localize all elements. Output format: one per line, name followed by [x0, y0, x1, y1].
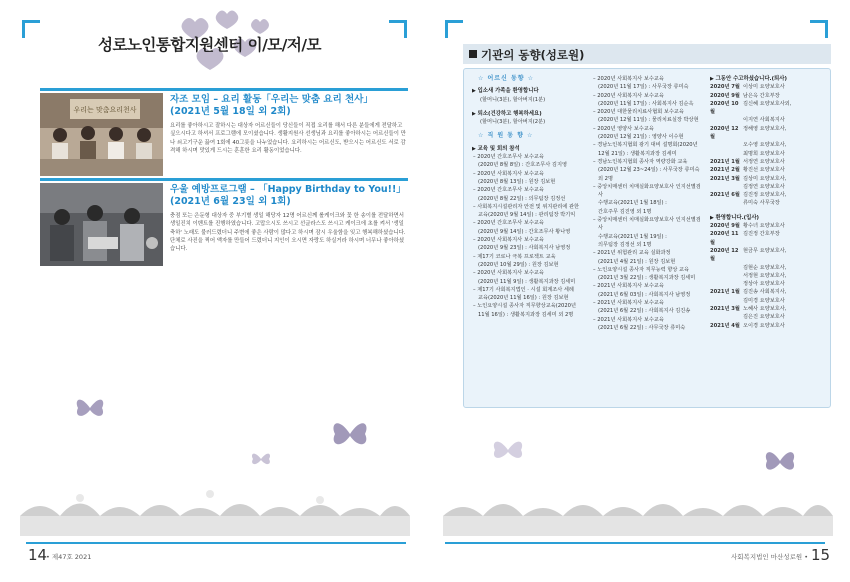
event-date: (2021년 6월 23일 외 1회) — [170, 196, 291, 207]
staff-date — [710, 280, 743, 288]
list-item: – 2020년 대한물리치료사협회 보수교육 — [592, 108, 704, 116]
list-item: – 2020년 사회복지사 보수교육 — [472, 236, 582, 244]
staff-row — [710, 125, 828, 142]
staff-name: 김은진 요양보호사 — [743, 314, 785, 321]
square-bullet-icon — [469, 50, 477, 58]
page-number: 14 — [28, 546, 48, 564]
list-item: – 노인요양시설 종사자 직무향상교육(2020년 — [472, 302, 582, 310]
staff-row — [710, 222, 828, 230]
divider — [40, 178, 408, 181]
staff-name: 황수녀 요양보호사 — [743, 223, 785, 230]
list-item: (2021년 6월 22일) : 사무국장 류미숙 — [598, 324, 686, 331]
photo-banner-text: 우리는 맞춤요리천사 — [73, 106, 137, 114]
staff-row — [710, 100, 828, 117]
staff-name: 현금무 요양보호사, — [743, 247, 787, 254]
list-item: (2021년 4월 21일) : 원장 김보현 — [598, 258, 676, 265]
staff-date: 2021년 3월 — [710, 175, 740, 182]
footer-line — [26, 542, 406, 544]
section-heading: ☆ 어르신 동향 ☆ — [478, 75, 535, 82]
staff-name: 오이경 요양보호사 — [743, 322, 785, 329]
event-title: 우울 예방프로그램 – 「Happy Birthday to You!!」 — [170, 184, 406, 195]
staff-date: 2020년 12월 — [710, 247, 739, 263]
list-item: – 2021년 위험관리 교육 실화과정 — [592, 249, 704, 257]
staff-date — [710, 150, 743, 158]
list-item: – 2021년 사회복지사 보수교육 — [592, 299, 704, 307]
staff-date: 2020년 9월 — [710, 223, 740, 230]
birthday-party-photo — [40, 183, 163, 266]
news-box — [463, 68, 831, 408]
butterfly-icon — [491, 436, 525, 464]
list-item: 교육(2020년 11월 16일) : 원장 김보현 — [478, 295, 569, 302]
list-item: – 2021년 사회복지사 보수교육 — [592, 282, 704, 290]
list-item: – 2021년 사회복지사 보수교육 — [592, 316, 704, 324]
footer-text: 사회복지법인 마산성로원 • — [731, 553, 809, 561]
list-item: – 경남노인복지협회 종사자 역량강화 교육 — [592, 158, 704, 166]
news-column-3 — [710, 75, 828, 330]
staff-row — [710, 230, 828, 247]
flower-field-decoration — [443, 486, 833, 536]
list-item: (2020년 8월 22일) : 의무팀장 김정선 — [478, 195, 566, 202]
section-title: 기관의 동향(성로원) — [481, 48, 585, 62]
section-heading: ☆ 직 원 동 향 ☆ — [478, 132, 534, 140]
list-item: – 2020년 간호조무사 보수교육 — [472, 219, 582, 227]
list-item: 외 2명 — [598, 175, 613, 182]
staff-date: 2021년 4월 — [710, 322, 740, 329]
staff-name: 김정연 요양보호사 — [743, 183, 785, 190]
list-item: – 2020년 사회복지사 보수교육 — [472, 269, 582, 277]
corner-bracket — [389, 20, 407, 38]
staff-row — [710, 297, 828, 305]
event-body: 요리를 좋아하시고 잘하시는 대상자 어르신들이 당신들이 직접 요리를 해서 다른 분들에게 전달하고 싶으시다고 하셔서 프로그램에 모이셨습니다. 생활지원사 선생님과 요리를 좋아하시는 어르신들이 만나 쇠고기구운 끓여 1회에 40그릇을 나누었습니다. 요리하시는 어르신도, 받으시는 어르신도 서로 감격해 하시며 맛있게 드시는 훈훈한 요리 활동이었습니다. — [170, 123, 406, 154]
staff-row — [710, 313, 828, 321]
staff-date — [710, 272, 743, 280]
subheading: ▶ 퇴소(건강하고 행복하세요) — [472, 110, 582, 118]
joined-list — [710, 222, 828, 330]
list-item: (2020년 10월 29일) : 원장 김보현 — [478, 261, 559, 268]
staff-row — [710, 83, 828, 91]
list-item: (2020년 9월 23일) : 사회복지사 남영정 — [478, 245, 571, 252]
staff-row — [710, 92, 828, 100]
staff-name: 이지연 사회복지사 — [743, 117, 785, 124]
list-item: (2020년 8월 13일) : 원장 김보현 — [478, 178, 556, 185]
staff-name: 김현순 요양보호사, — [743, 264, 787, 271]
subheading: ▶ 환영합니다.(입사) — [710, 214, 828, 222]
staff-row — [710, 191, 828, 199]
staff-row — [710, 166, 828, 174]
list-item: 교육(2020년 9월 14일) : 관리팀장 박기익 — [478, 212, 576, 219]
staff-name: 김미경 요양보호사 — [743, 297, 785, 304]
staff-row — [710, 158, 828, 166]
event-body: 충점 또는 은둔형 대상자 중 부기별 생일 해당자 12명 어르신께 롤케이크와 꽃 한 송이를 전달하면서 생일진치 이벤트를 진행하였습니다. 고맙으시도 쓰시고 선글라스도 쓰시고 케이크에 초를 켜서 '생일 축하' 노래도 불러드렸더니 주변에 좋은 사람이 많다고 하시며 잠시 우울함을 잊고 행복해하셨습니다. 단체로 사진을 찍어 액자를 만들어 드렸더니 지인이 오시면 자랑도 하실거라 하시며 너무나 좋아하셨습니다. — [170, 213, 406, 253]
staff-name: 김신혜 요양보호사외, — [743, 100, 792, 107]
list-item: 수행교육(2021년 1월 19일) : — [598, 233, 667, 240]
corner-bracket — [810, 20, 828, 38]
retired-list — [710, 83, 828, 207]
list-item: (2020년 12월 11일) : 물리치료실장 박상현 — [598, 117, 699, 124]
list-item: – 2020년 간호조무사 보수교육 — [472, 153, 582, 161]
page-title: 성로노인통합지원센터 이/모/저/모 — [98, 36, 322, 54]
staff-row — [710, 322, 828, 330]
staff-date: 2021년 2월 — [710, 167, 740, 174]
staff-name: 서정현 요양보호사, — [743, 272, 787, 279]
list-item: (2020년 8월 8일) : 간호조무사 김지영 — [478, 162, 567, 169]
staff-row — [710, 116, 828, 124]
staff-name: 서정연 요양보호사 — [743, 158, 785, 165]
list-item: (2021년 6월 03일) : 사회복지사 남영정 — [598, 291, 691, 298]
list-item: 간호주무 김진영 외 1명 — [598, 208, 652, 215]
corner-bracket — [445, 20, 463, 38]
staff-date — [710, 199, 743, 207]
news-column-2 — [592, 75, 704, 332]
list-item: – 2020년 간호조무사 보수교육 — [472, 186, 582, 194]
butterfly-icon — [74, 394, 106, 422]
subheading: ▶ 그동안 수고하셨습니다.(퇴사) — [710, 75, 828, 83]
staff-row — [710, 272, 828, 280]
staff-name: 정상아 요양보호사 — [743, 281, 785, 288]
divider — [40, 88, 408, 91]
list-item: 의무팀장 김정선 외 1명 — [598, 241, 652, 248]
news-column-1 — [472, 75, 582, 319]
staff-row — [710, 288, 828, 296]
staff-row — [710, 199, 828, 207]
list-item: – 경남노인복지협회 광기 대비 설명회(2020년 — [592, 141, 704, 149]
list-item: – 사회복지시설관리자 안전 및 위지관리에 관한 — [472, 203, 582, 211]
training-list — [472, 153, 582, 319]
list-item: 11월 16일) : 생활복지과장 김세미 외 2명 — [478, 311, 574, 318]
staff-date: 2020년 11월 — [710, 231, 739, 246]
cooking-activity-photo — [40, 93, 163, 176]
right-page — [425, 0, 850, 582]
staff-date — [710, 183, 743, 191]
list-item: 수행교육(2021년 1월 18일) : — [598, 200, 667, 207]
staff-name: 김진송 사회복지사, — [743, 289, 787, 296]
corner-bracket — [22, 20, 40, 38]
list-item: (2020년 11월 9일) : 생활복지과장 김세미 — [478, 278, 576, 285]
staff-row — [710, 247, 828, 264]
event-card-birthday — [40, 178, 408, 270]
staff-name: 정해영 요양보호사, — [743, 125, 787, 132]
list-item: – 중앙치매센터 치매실화요양보호사 인지선별검사 — [592, 216, 704, 233]
staff-row — [710, 141, 828, 149]
staff-name: 이상미 요양보호사 — [743, 84, 785, 91]
list-item: – 2020년 사회복지사 보수교육 — [472, 170, 582, 178]
staff-date: 2020년 7월 — [710, 84, 740, 91]
butterfly-icon — [330, 416, 370, 452]
staff-row — [710, 183, 828, 191]
list-item: (2020년 11월 17일) : 사회복지사 김순옥 — [598, 100, 694, 107]
subheading: ▶ 교육 및 회의 참석 — [472, 145, 582, 153]
staff-date — [710, 297, 743, 305]
list-item: – 2020년 사회복지사 보수교육 — [592, 75, 704, 83]
staff-name: 김상미 요양보호사, — [743, 175, 787, 182]
staff-date — [710, 116, 743, 124]
staff-date — [710, 264, 743, 272]
footer-text: • 제47호 2021 — [46, 553, 92, 561]
list-item: – 제17기 코로나 극복 프로젝트 교육 — [472, 253, 582, 261]
list-item: 12월 21일) : 생활복지과장 김세미 — [598, 150, 677, 157]
list-item: (2021년 3월 22일) : 생활복지과장 김세미 — [598, 275, 696, 282]
event-date: (2021년 5월 18일 외 2회) — [170, 106, 291, 117]
list-item: – 중앙치매센터 치매실화요양보호사 인지선별검사 — [592, 183, 704, 200]
note-text: (할머니(3분), 할아버지(1분) — [480, 96, 546, 103]
staff-date: 2021년 1월 — [710, 289, 740, 296]
list-item: (2020년 11월 17일) : 사무국장 류미숙 — [598, 84, 689, 91]
staff-name: 노혜사 요양보호사, — [743, 306, 787, 313]
staff-date: 2020년 9월 — [710, 92, 740, 99]
staff-row — [710, 150, 828, 158]
staff-date: 2020년 10월 — [710, 100, 739, 116]
list-item: – 노인요양시설 종사자 직무능력 향상 교육 — [592, 266, 704, 274]
butterfly-icon — [250, 450, 272, 468]
flower-field-decoration — [20, 486, 410, 536]
list-item: – 2020년 사회복지사 보수교육 — [592, 92, 704, 100]
staff-name: 류미숙 사무국장 — [743, 200, 780, 207]
training-list — [592, 75, 704, 332]
staff-row — [710, 175, 828, 183]
staff-row — [710, 305, 828, 313]
list-item: – 2020년 영양사 보수교육 — [592, 125, 704, 133]
staff-row — [710, 280, 828, 288]
staff-date — [710, 313, 743, 321]
list-item: – 제17기 사회복지법인 · 시설 회계조사 세례 — [472, 286, 582, 294]
note-text: (할머니(3분), 할아버지(2분) — [480, 119, 546, 126]
staff-name: 최명희 요양보호사 — [743, 150, 785, 157]
event-title: 자조 모임 – 요리 활동「우리는 맞춤 요리 천사」 — [170, 94, 373, 105]
list-item: (2020년 12월 21일) : 영양사 이수현 — [598, 134, 684, 141]
list-item: (2021년 6월 22일) : 사회복지사 김진송 — [598, 308, 691, 315]
footer-line — [445, 542, 825, 544]
page-number: 15 — [811, 546, 831, 564]
staff-name: 남은옥 간호부장 — [743, 92, 780, 99]
section-header — [463, 44, 831, 64]
butterfly-icon — [763, 446, 797, 476]
staff-date: 2020년 12월 — [710, 125, 739, 141]
staff-date: 2021년 6월 — [710, 192, 740, 199]
staff-row — [710, 264, 828, 272]
list-item: (2020년 12월 23~24일) : 사무국장 류미숙 — [598, 167, 700, 174]
staff-name: 황진선 요양보호사 — [743, 167, 785, 174]
staff-name: 김진정 간호부장 — [743, 231, 780, 238]
staff-date — [710, 141, 743, 149]
staff-date: 2021년 1월 — [710, 158, 740, 165]
staff-date: 2021년 3월 — [710, 306, 740, 313]
subheading: ▶ 입소새 가족을 환영합니다 — [472, 87, 582, 95]
list-item: (2020년 9월 14일) : 간호조무사 황나영 — [478, 228, 571, 235]
event-card-cooking — [40, 88, 408, 180]
staff-name: 김진정 요양보호사, — [743, 192, 787, 199]
staff-name: 오수영 요양보호사, — [743, 142, 787, 149]
